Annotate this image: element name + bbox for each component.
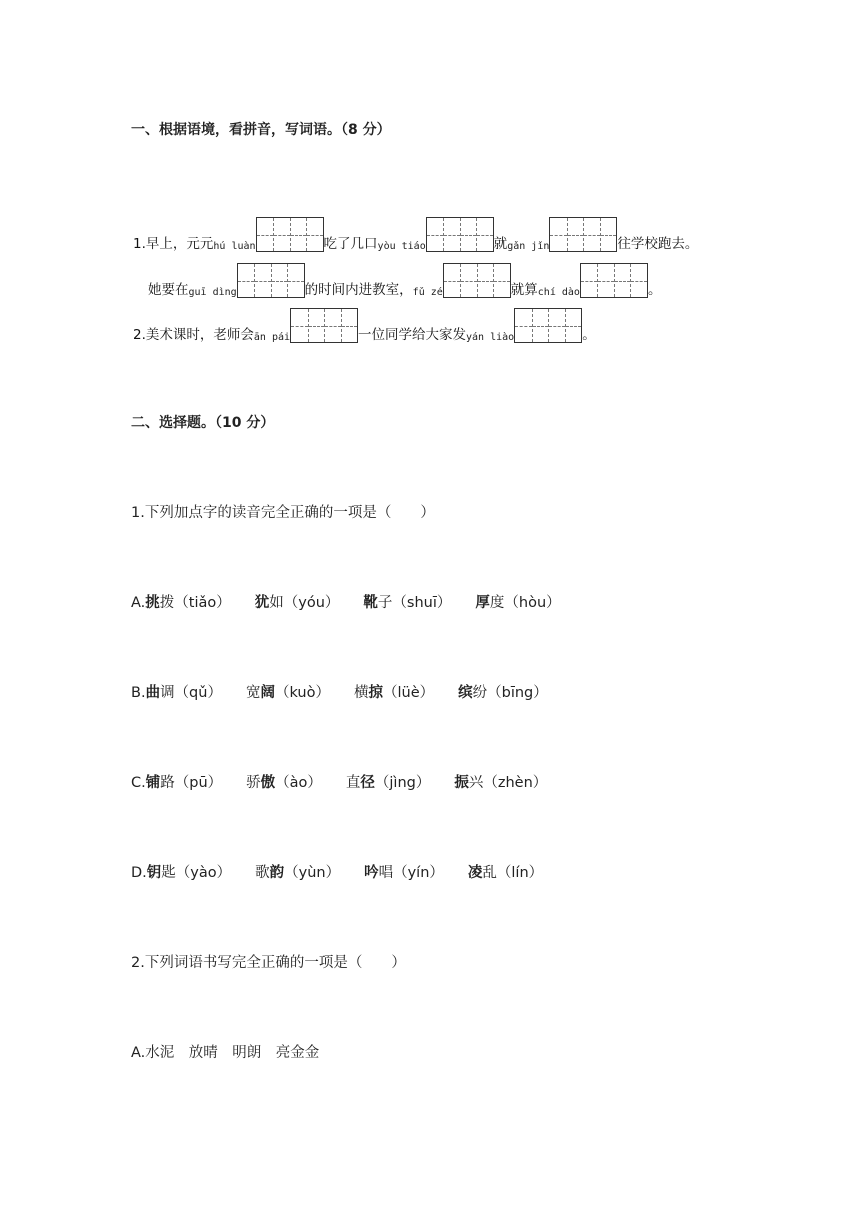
sentence-text: 的时间内进教室， <box>304 282 413 298</box>
fill-question-1-line-2 <box>148 248 661 298</box>
option-c[interactable] <box>131 771 571 792</box>
choice-question-1-stem: 1.下列加点字的读音完全正确的一项是（ ） <box>131 505 435 521</box>
option-word: 振兴（zhèn） <box>454 775 548 791</box>
question-number: 1. <box>133 236 146 252</box>
option-word: 歌韵（yùn） <box>255 865 341 881</box>
option-word: 横掠（lüè） <box>353 685 435 701</box>
option-label: A. <box>131 595 146 611</box>
question-number: 2. <box>133 327 146 343</box>
fill-question-1-line-1 <box>133 202 698 252</box>
sentence-text: 一位同学给大家发 <box>358 327 467 343</box>
sentence-text: 早上，元元 <box>145 236 214 252</box>
pinyin-hint: fǔ zé <box>412 287 443 298</box>
sentence-text: 就算 <box>510 282 538 298</box>
sentence-text: 就 <box>493 236 508 252</box>
option-word: 铺路（pū） <box>145 775 223 791</box>
answer-grid[interactable] <box>426 217 494 252</box>
option-word: 宽阔（kuò） <box>245 685 330 701</box>
option-word: 曲调（qǔ） <box>145 685 222 701</box>
option-word: 挑拨（tiǎo） <box>145 595 231 611</box>
option-word: 犹如（yóu） <box>254 595 340 611</box>
sentence-text: 美术课时，老师会 <box>145 327 254 343</box>
option-word: 缤纷（bīng） <box>458 685 548 701</box>
choice-question-2-stem: 2.下列词语书写完全正确的一项是（ ） <box>131 955 406 971</box>
fill-question-2 <box>133 293 596 343</box>
option-label: C. <box>131 775 146 791</box>
section1-title: 一、根据语境，看拼音，写词语。（8 分） <box>131 122 391 138</box>
option-label: B. <box>131 685 146 701</box>
pinyin-hint: guī dìng <box>188 287 237 298</box>
option-label: D. <box>131 865 147 881</box>
section2-title: 二、选择题。（10 分） <box>131 415 275 431</box>
pinyin-hint: gǎn jǐn <box>507 241 550 252</box>
answer-grid[interactable] <box>549 217 617 252</box>
pinyin-hint: yán liào <box>466 332 515 343</box>
sentence-text: 。 <box>647 282 662 298</box>
answer-grid[interactable] <box>514 308 582 343</box>
option-a[interactable] <box>131 591 585 612</box>
option-word: 靴子（shuī） <box>363 595 452 611</box>
answer-grid[interactable] <box>290 308 358 343</box>
sentence-text: 吃了几口 <box>323 236 378 252</box>
pinyin-hint: chí dào <box>537 287 580 298</box>
option-word: 吟唱（yín） <box>364 865 444 881</box>
answer-grid[interactable] <box>256 217 324 252</box>
option-word: 厚度（hòu） <box>475 595 561 611</box>
option-d[interactable] <box>131 861 567 882</box>
pinyin-hint: hú luàn <box>213 241 256 252</box>
sentence-text: 。 <box>582 327 596 343</box>
sentence-text: 她要在 <box>148 282 189 298</box>
option-word: 骄傲（ào） <box>246 775 322 791</box>
option-word: 凌乱（lín） <box>467 865 544 881</box>
option-word: 钥匙（yào） <box>146 865 232 881</box>
pinyin-hint: yòu tiáo <box>377 241 426 252</box>
sentence-text: 往学校跑去。 <box>617 236 699 252</box>
option-a[interactable]: A.水泥 放晴 明朗 亮金金 <box>131 1045 320 1061</box>
option-b[interactable] <box>131 681 572 702</box>
pinyin-hint: ān pái <box>253 332 291 343</box>
option-word: 直径（jìng） <box>345 775 431 791</box>
